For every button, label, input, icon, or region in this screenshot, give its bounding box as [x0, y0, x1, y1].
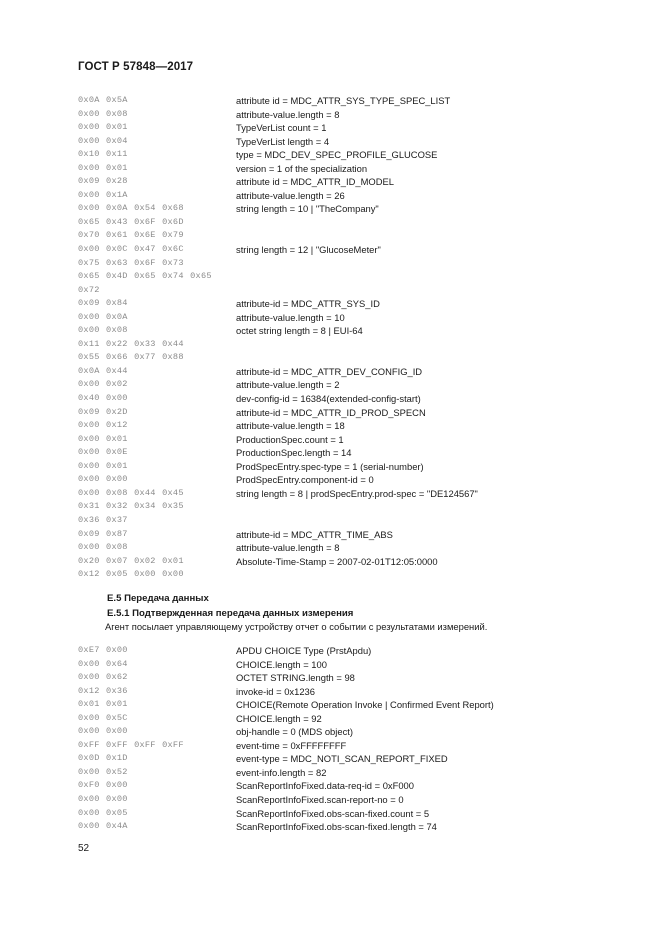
- hex-bytes: 0xE7 0x00: [78, 645, 128, 655]
- table-row: [78, 712, 598, 726]
- field-description: string length = 12 | "GlucoseMeter": [236, 244, 381, 256]
- table-row: [78, 311, 598, 325]
- table-row: [78, 338, 598, 352]
- table-row: [78, 698, 598, 712]
- table-row: [78, 419, 598, 433]
- table-row: [78, 135, 598, 149]
- table-row: [78, 324, 598, 338]
- hex-bytes: 0x01 0x01: [78, 699, 128, 710]
- table-row: [78, 644, 598, 658]
- hex-bytes: 0xFF 0xFF 0xFF 0xFF: [78, 739, 184, 750]
- table-row: [78, 351, 598, 365]
- hex-bytes: 0x12 0x05 0x00 0x00: [78, 569, 184, 580]
- hex-bytes: 0x00 0x01: [78, 122, 128, 133]
- field-description: string length = 8 | prodSpecEntry.prod-spec = "DE124567": [236, 487, 478, 499]
- table-row: [78, 121, 598, 135]
- field-description: ProductionSpec.count = 1: [236, 433, 344, 445]
- table-row: [78, 297, 598, 311]
- hex-bytes: 0x65 0x43 0x6F 0x6D: [78, 216, 184, 227]
- hex-bytes: 0x00 0x0E: [78, 447, 128, 458]
- hex-bytes: 0x11 0x22 0x33 0x44: [78, 338, 184, 349]
- table-row: [78, 257, 598, 271]
- hex-bytes: 0x00 0x08: [78, 542, 128, 553]
- field-description: invoke-id = 0x1236: [236, 685, 315, 697]
- hex-bytes: 0x55 0x66 0x77 0x88: [78, 352, 184, 363]
- hex-bytes: 0x00 0x00: [78, 726, 128, 737]
- hex-bytes: 0x10 0x11: [78, 149, 128, 160]
- field-description: APDU CHOICE Type (PrstApdu): [236, 645, 372, 656]
- table-row: [78, 514, 598, 528]
- table-row: [78, 270, 598, 284]
- table-row: [78, 162, 598, 176]
- table-row: [78, 148, 598, 162]
- field-description: ScanReportInfoFixed.obs-scan-fixed.count = 5: [236, 807, 430, 819]
- table-row: [78, 725, 598, 739]
- table-row: [78, 685, 598, 699]
- table-row: [78, 793, 598, 807]
- hex-bytes: 0x00 0x64: [78, 658, 128, 669]
- hex-bytes: 0x00 0x12: [78, 420, 128, 431]
- hex-bytes: 0x09 0x2D: [78, 406, 128, 417]
- field-description: CHOICE(Remote Operation Invoke | Confirmed Event Report): [236, 699, 494, 711]
- table-row: [78, 460, 598, 474]
- table-row: [78, 365, 598, 379]
- section-heading: Е.5 Передача данных: [107, 593, 209, 604]
- table-row: [78, 555, 598, 569]
- hex-bytes: 0x00 0x04: [78, 135, 128, 146]
- hex-bytes: 0x0D 0x1D: [78, 753, 128, 764]
- field-description: TypeVerList count = 1: [236, 122, 327, 134]
- field-description: string length = 10 | "TheCompany": [236, 203, 379, 215]
- field-description: TypeVerList length = 4: [236, 135, 330, 147]
- table-row: [78, 820, 598, 834]
- field-description: CHOICE.length = 100: [236, 658, 327, 670]
- hex-dump-table-attributes: [78, 94, 598, 582]
- field-description: event-time = 0xFFFFFFFF: [236, 739, 347, 751]
- table-row: [78, 473, 598, 487]
- field-description: OCTET STRING.length = 98: [236, 672, 355, 684]
- field-description: dev-config-id = 16384(extended-config-start): [236, 393, 421, 405]
- field-description: obj-handle = 0 (MDS object): [236, 726, 353, 738]
- table-row: [78, 658, 598, 672]
- table-row: [78, 766, 598, 780]
- hex-bytes: 0x75 0x63 0x6F 0x73: [78, 257, 184, 268]
- table-row: [78, 807, 598, 821]
- field-description: event-type = MDC_NOTI_SCAN_REPORT_FIXED: [236, 753, 448, 765]
- field-description: version = 1 of the specialization: [236, 162, 368, 174]
- table-row: [78, 202, 598, 216]
- hex-bytes: 0x0A 0x44: [78, 365, 128, 376]
- table-row: [78, 392, 598, 406]
- table-row: [78, 406, 598, 420]
- table-row: [78, 433, 598, 447]
- hex-bytes: 0x00 0x52: [78, 766, 128, 777]
- hex-bytes: 0x00 0x02: [78, 379, 128, 390]
- section-paragraph: Агент посылает управляющему устройству отчет о событии с результатами измерений.: [105, 621, 488, 632]
- field-description: Absolute-Time-Stamp = 2007-02-01T12:05:0000: [236, 555, 438, 567]
- field-description: ScanReportInfoFixed.scan-report-no = 0: [236, 794, 404, 806]
- table-row: [78, 229, 598, 243]
- hex-bytes: 0x00 0x5C: [78, 712, 128, 723]
- field-description: attribute-id = MDC_ATTR_SYS_ID: [236, 298, 380, 310]
- hex-bytes: 0x09 0x87: [78, 528, 128, 539]
- field-description: attribute-value.length = 8: [236, 542, 340, 554]
- hex-bytes: 0x12 0x36: [78, 685, 128, 696]
- hex-bytes: 0x00 0x00: [78, 794, 128, 805]
- field-description: octet string length = 8 | EUI-64: [236, 325, 363, 337]
- hex-bytes: 0x00 0x05: [78, 807, 128, 818]
- field-description: attribute-id = MDC_ATTR_DEV_CONFIG_ID: [236, 365, 423, 377]
- hex-bytes: 0x00 0x08: [78, 325, 128, 336]
- hex-bytes: 0x20 0x07 0x02 0x01: [78, 555, 184, 566]
- hex-bytes: 0x70 0x61 0x6E 0x79: [78, 230, 184, 241]
- hex-bytes: 0x00 0x08: [78, 108, 128, 119]
- field-description: ProdSpecEntry.spec-type = 1 (serial-number): [236, 460, 424, 472]
- document-header: ГОСТ Р 57848—2017: [78, 61, 194, 73]
- hex-bytes: 0x0A 0x5A: [78, 95, 128, 105]
- field-description: ProdSpecEntry.component-id = 0: [236, 474, 374, 486]
- field-description: attribute-value.length = 2: [236, 379, 340, 391]
- field-description: attribute-id = MDC_ATTR_TIME_ABS: [236, 528, 393, 540]
- hex-bytes: 0x00 0x0A 0x54 0x68: [78, 203, 184, 214]
- page-number: 52: [78, 843, 90, 854]
- hex-bytes: 0x65 0x4D 0x65 0x74 0x65: [78, 271, 212, 282]
- hex-bytes: 0x00 0x0A: [78, 311, 128, 322]
- field-description: event-info.length = 82: [236, 766, 327, 778]
- section-data-transfer: [107, 591, 587, 635]
- field-description: attribute-value.length = 18: [236, 420, 345, 432]
- table-row: [78, 779, 598, 793]
- table-row: [78, 739, 598, 753]
- field-description: attribute-value.length = 26: [236, 189, 345, 201]
- hex-bytes: 0x00 0x0C 0x47 0x6C: [78, 244, 184, 255]
- table-row: [78, 243, 598, 257]
- table-row: [78, 500, 598, 514]
- hex-bytes: 0x31 0x32 0x34 0x35: [78, 501, 184, 512]
- table-row: [78, 189, 598, 203]
- table-row: [78, 216, 598, 230]
- field-description: attribute-value.length = 10: [236, 311, 345, 323]
- field-description: ProductionSpec.length = 14: [236, 447, 352, 459]
- hex-bytes: 0x00 0x00: [78, 474, 128, 485]
- hex-dump-table-event-report: [78, 644, 598, 834]
- field-description: type = MDC_DEV_SPEC_PROFILE_GLUCOSE: [236, 149, 438, 161]
- field-description: attribute id = MDC_ATTR_ID_MODEL: [236, 176, 394, 188]
- table-row: [78, 378, 598, 392]
- hex-bytes: 0x00 0x08 0x44 0x45: [78, 487, 184, 498]
- hex-bytes: 0x00 0x1A: [78, 189, 128, 200]
- hex-bytes: 0x00 0x01: [78, 460, 128, 471]
- table-row: [78, 446, 598, 460]
- field-description: attribute-id = MDC_ATTR_ID_PROD_SPECN: [236, 406, 426, 418]
- hex-bytes: 0xF0 0x00: [78, 780, 128, 791]
- field-description: attribute id = MDC_ATTR_SYS_TYPE_SPEC_LIST: [236, 95, 451, 106]
- table-row: [78, 284, 598, 298]
- hex-bytes: 0x72: [78, 284, 100, 295]
- hex-bytes: 0x00 0x01: [78, 162, 128, 173]
- table-row: [78, 568, 598, 582]
- table-row: [78, 487, 598, 501]
- hex-bytes: 0x00 0x62: [78, 672, 128, 683]
- table-row: [78, 108, 598, 122]
- field-description: ScanReportInfoFixed.obs-scan-fixed.length = 74: [236, 821, 437, 833]
- hex-bytes: 0x40 0x00: [78, 393, 128, 404]
- field-description: ScanReportInfoFixed.data-req-id = 0xF000: [236, 780, 414, 792]
- field-description: CHOICE.length = 92: [236, 712, 322, 724]
- table-row: [78, 175, 598, 189]
- hex-bytes: 0x36 0x37: [78, 514, 128, 525]
- table-row: [78, 752, 598, 766]
- hex-bytes: 0x00 0x01: [78, 433, 128, 444]
- table-row: [78, 671, 598, 685]
- subsection-heading: Е.5.1 Подтвержденная передача данных измерения: [107, 608, 354, 619]
- field-description: attribute-value.length = 8: [236, 108, 340, 120]
- table-row: [78, 94, 598, 108]
- table-row: [78, 528, 598, 542]
- table-row: [78, 541, 598, 555]
- hex-bytes: 0x09 0x84: [78, 298, 128, 309]
- hex-bytes: 0x09 0x28: [78, 176, 128, 187]
- hex-bytes: 0x00 0x4A: [78, 821, 128, 832]
